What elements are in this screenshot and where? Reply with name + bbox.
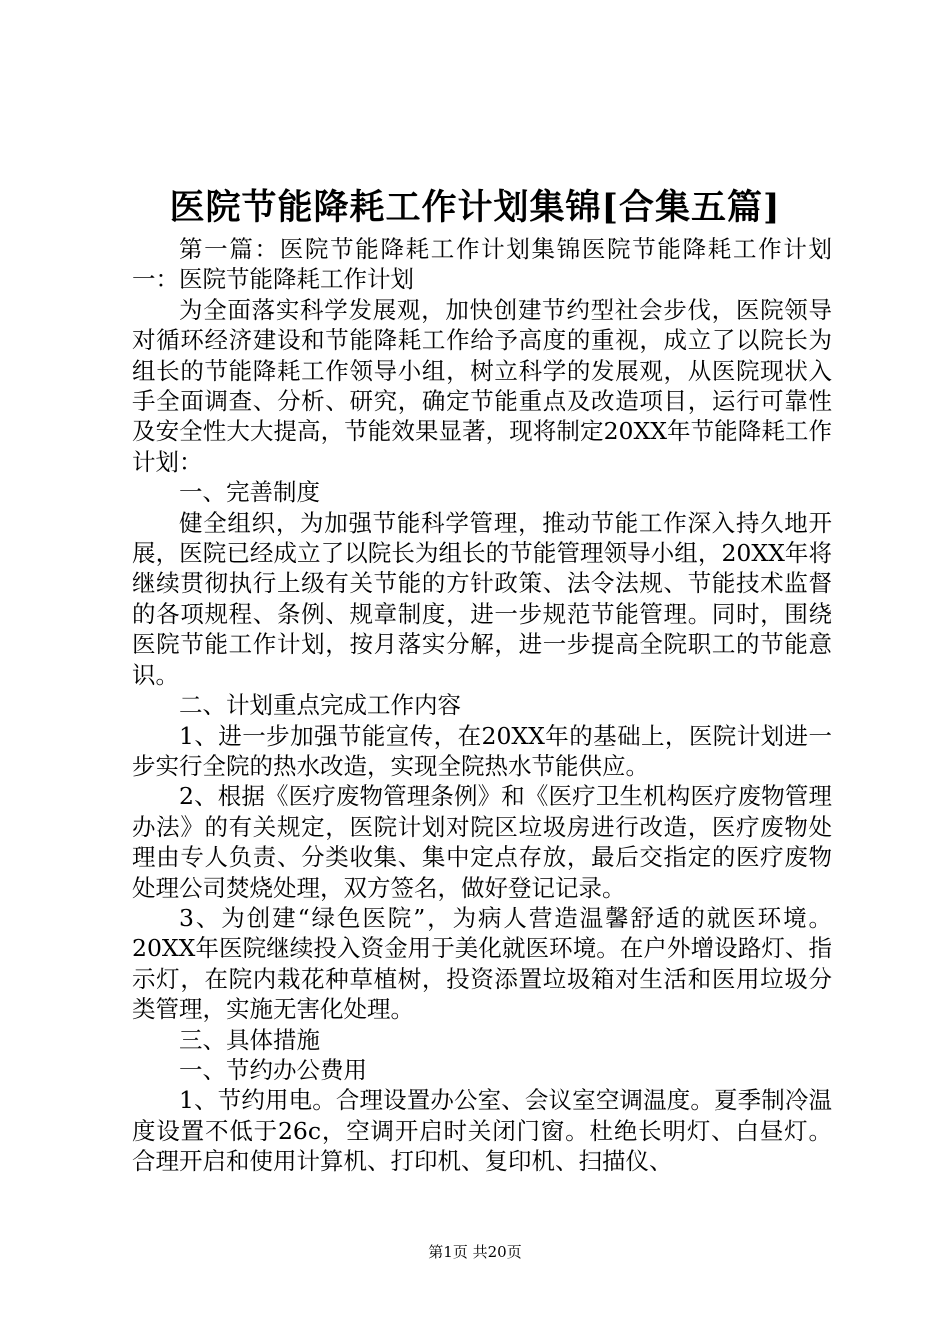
- document-title: 医院节能降耗工作计划集锦[合集五篇]: [169, 187, 781, 228]
- section-heading-1: 一、完善制度: [179, 478, 320, 507]
- paragraph-item-1: 1、进一步加强节能宣传，在20XX年的基础上，医院计划进一步实行全院的热水改造，实现全院热水节能供应。: [132, 721, 832, 780]
- paragraph-power-saving: 1、节约用电。合理设置办公室、会议室空调温度。夏季制冷温度设置不低于26c，空调开启时关闭门窗。杜绝长明灯、白昼灯。合理开启和使用计算机、打印机、复印机、扫描仪、: [132, 1086, 832, 1176]
- paragraph-organization: 健全组织，为加强节能科学管理，推动节能工作深入持久地开展，医院已经成立了以院长为组长的节能管理领导小组，20XX年将继续贯彻执行上级有关节能的方针政策、法令法规、节能技术监督的各项规程、条例、规章制度，进一步规范节能管理。同时，围绕医院节能工作计划，按月落实分解，进一步提高全院职工的节能意识。: [132, 508, 832, 689]
- paragraph-intro: 第一篇：医院节能降耗工作计划集锦医院节能降耗工作计划一：医院节能降耗工作计划: [132, 235, 832, 294]
- section-heading-2: 二、计划重点完成工作内容: [179, 691, 461, 720]
- section-heading-3: 三、具体措施: [179, 1025, 320, 1054]
- subsection-heading-1: 一、节约办公费用: [179, 1055, 367, 1084]
- page-number-footer: 第1页 共20页: [428, 1243, 522, 1261]
- paragraph-item-2: 2、根据《医疗废物管理条例》和《医疗卫生机构医疗废物管理办法》的有关规定，医院计划对院区垃圾房进行改造，医疗废物处理由专人负责、分类收集、集中定点存放，最后交指定的医疗废物处理公司焚烧处理，双方签名，做好登记记录。: [132, 782, 832, 902]
- paragraph-overview: 为全面落实科学发展观，加快创建节约型社会步伐，医院领导对循环经济建设和节能降耗工作给予高度的重视，成立了以院长为组长的节能降耗工作领导小组，树立科学的发展观，从医院现状入手全面调查、分析、研究，确定节能重点及改造项目，运行可靠性及安全性大大提高，节能效果显著，现将制定20XX年节能降耗工作计划：: [132, 295, 832, 476]
- paragraph-item-3: 3、为创建“绿色医院”，为病人营造温馨舒适的就医环境。20XX年医院继续投入资金用于美化就医环境。在户外增设路灯、指示灯，在院内栽花种草植树，投资添置垃圾箱对生活和医用垃圾分类管理，实施无害化处理。: [132, 903, 832, 1024]
- document-body: [132, 234, 832, 1177]
